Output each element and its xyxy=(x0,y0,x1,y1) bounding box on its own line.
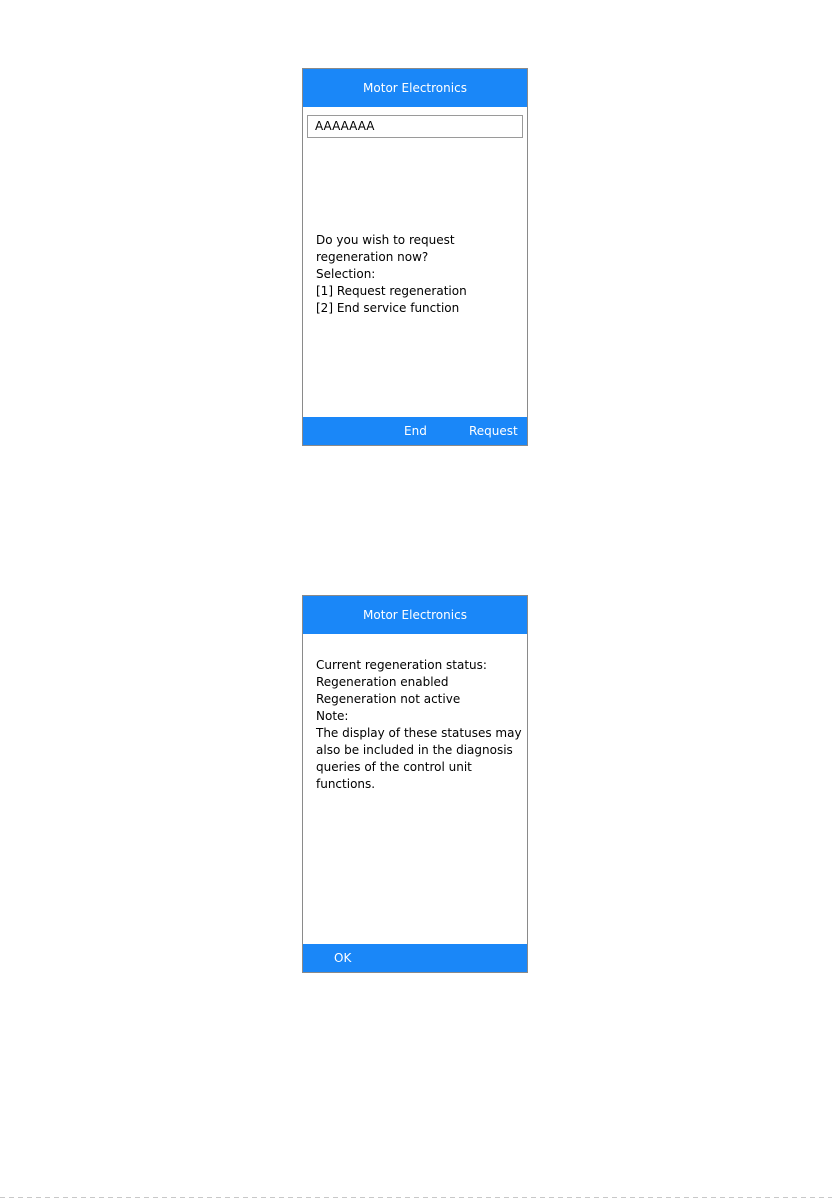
option-request-regeneration: [1] Request regeneration xyxy=(316,284,467,298)
note-label: Note: xyxy=(316,709,349,723)
regeneration-request-screen xyxy=(302,68,528,446)
status-heading: Current regeneration status: xyxy=(316,658,487,672)
message-text xyxy=(316,232,525,317)
note-text: The display of these statuses may also be included in the diagnosis queries of the control unit functions. xyxy=(316,726,522,791)
bottom-action-bar xyxy=(303,944,527,972)
regeneration-status-screen xyxy=(302,595,528,973)
title-bar xyxy=(303,69,527,107)
status-enabled: Regeneration enabled xyxy=(316,675,449,689)
status-not-active: Regeneration not active xyxy=(316,692,461,706)
option-end-service: [2] End service function xyxy=(316,301,460,315)
ok-button[interactable]: OK xyxy=(334,951,352,965)
question-line: Do you wish to request regeneration now? xyxy=(316,233,455,264)
title-bar xyxy=(303,596,527,634)
message-text xyxy=(316,657,525,793)
bottom-action-bar xyxy=(303,417,527,445)
screen-title: Motor Electronics xyxy=(363,81,467,95)
screen-title: Motor Electronics xyxy=(363,608,467,622)
selection-label: Selection: xyxy=(316,267,376,281)
end-button[interactable]: End xyxy=(404,424,427,438)
vehicle-id-field: AAAAAAA xyxy=(307,115,523,138)
request-button[interactable]: Request xyxy=(469,424,518,438)
